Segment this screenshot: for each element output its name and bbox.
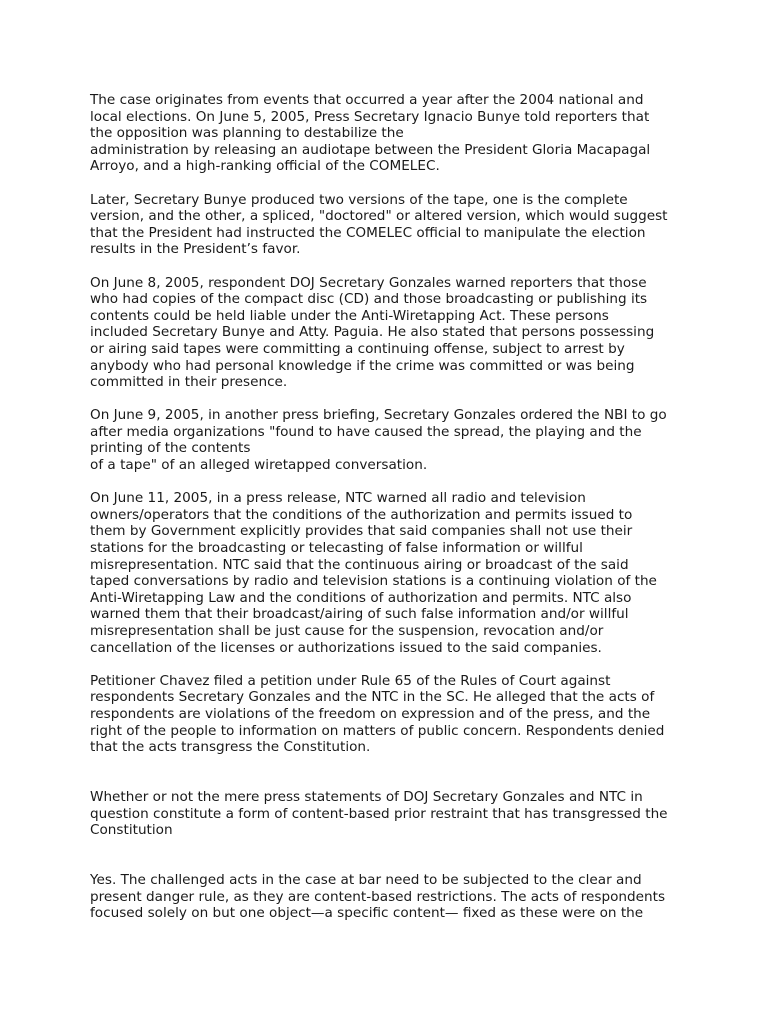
text-line: local elections. On June 5, 2005, Press Secretary Ignacio Bunye told reporters that [90, 108, 650, 125]
text-line: The case originates from events that occurred a year after the 2004 national and [90, 92, 644, 108]
text-line: taped conversations by radio and television stations is a continuing violation of the [90, 573, 657, 590]
document-page [90, 92, 690, 938]
text-line: Anti-Wiretapping Law and the conditions of authorization and permits. NTC also [90, 589, 632, 606]
text-line: respondents Secretary Gonzales and the NTC in the SC. He alleged that the acts of [90, 689, 655, 706]
text-line: who had copies of the compact disc (CD) and those broadcasting or publishing its [90, 291, 648, 308]
text-line: that the President had instructed the COMELEC official to manipulate the election [90, 224, 646, 241]
text-line: administration by releasing an audiotape between the President Gloria Macapagal [90, 141, 651, 158]
text-line: right of the people to information on matters of public concern. Respondents denied [90, 722, 665, 739]
paragraph-june-11 [90, 490, 690, 656]
text-line: included Secretary Bunye and Atty. Paguia. He also stated that persons possessing [90, 324, 655, 341]
text-line: results in the President’s favor. [90, 241, 301, 258]
text-line: printing of the contents [90, 440, 251, 457]
paragraph-issue [90, 789, 690, 839]
text-line: version, and the other, a spliced, "doctored" or altered version, which would suggest [90, 208, 668, 225]
text-line: On June 9, 2005, in another press briefing, Secretary Gonzales ordered the NBI to go [90, 407, 667, 424]
paragraph-ruling [90, 872, 690, 922]
text-line: Constitution [90, 822, 173, 839]
text-line: Arroyo, and a high-ranking official of the COMELEC. [90, 158, 440, 175]
text-line: On June 8, 2005, respondent DOJ Secretary Gonzales warned reporters that those [90, 274, 647, 291]
paragraph-june-8 [90, 275, 690, 391]
text-line: misrepresentation. NTC said that the continuous airing or broadcast of the said [90, 556, 629, 573]
paragraph-june-9 [90, 407, 690, 473]
text-line: focused solely on but one object—a specific content— fixed as these were on the [90, 905, 644, 922]
text-line: present danger rule, as they are content-based restrictions. The acts of respondents [90, 888, 666, 905]
text-line: owners/operators that the conditions of the authorization and permits issued to [90, 506, 633, 523]
text-line: the opposition was planning to destabilize the [90, 125, 404, 142]
text-line: question constitute a form of content-based prior restraint that has transgressed the [90, 805, 668, 822]
text-line: misrepresentation shall be just cause for the suspension, revocation and/or [90, 623, 604, 639]
text-line: respondents are violations of the freedom on expression and of the press, and the [90, 705, 651, 722]
paragraph-case-origin [90, 92, 690, 175]
text-line: contents could be held liable under the Anti-Wiretapping Act. These persons [90, 307, 609, 324]
blank-line [90, 855, 690, 872]
text-line: Petitioner Chavez filed a petition under Rule 65 of the Rules of Court against [90, 672, 611, 689]
text-line: them by Government explicitly provides that said companies shall not use their [90, 523, 633, 540]
text-line: warned them that their broadcast/airing of such false information and/or willful [90, 606, 629, 623]
text-line: that the acts transgress the Constitution. [90, 739, 371, 756]
text-line: anybody who had personal knowledge if the crime was committed or was being [90, 357, 635, 374]
paragraph-two-versions [90, 192, 690, 258]
text-line: stations for the broadcasting or telecasting of false information or willful [90, 540, 583, 557]
text-line: of a tape" of an alleged wiretapped conversation. [90, 457, 428, 474]
text-line: committed in their presence. [90, 374, 288, 391]
blank-line [90, 772, 690, 789]
paragraph-petition [90, 673, 690, 756]
text-line: after media organizations "found to have caused the spread, the playing and the [90, 423, 642, 440]
text-line: or airing said tapes were committing a continuing offense, subject to arrest by [90, 340, 625, 357]
text-line: cancellation of the licenses or authorizations issued to the said companies. [90, 639, 602, 656]
text-line: Whether or not the mere press statements of DOJ Secretary Gonzales and NTC in [90, 788, 643, 805]
text-line: Later, Secretary Bunye produced two versions of the tape, one is the complete [90, 191, 628, 208]
text-line: Yes. The challenged acts in the case at bar need to be subjected to the clear and [90, 871, 642, 888]
text-line: On June 11, 2005, in a press release, NTC warned all radio and television [90, 490, 586, 507]
